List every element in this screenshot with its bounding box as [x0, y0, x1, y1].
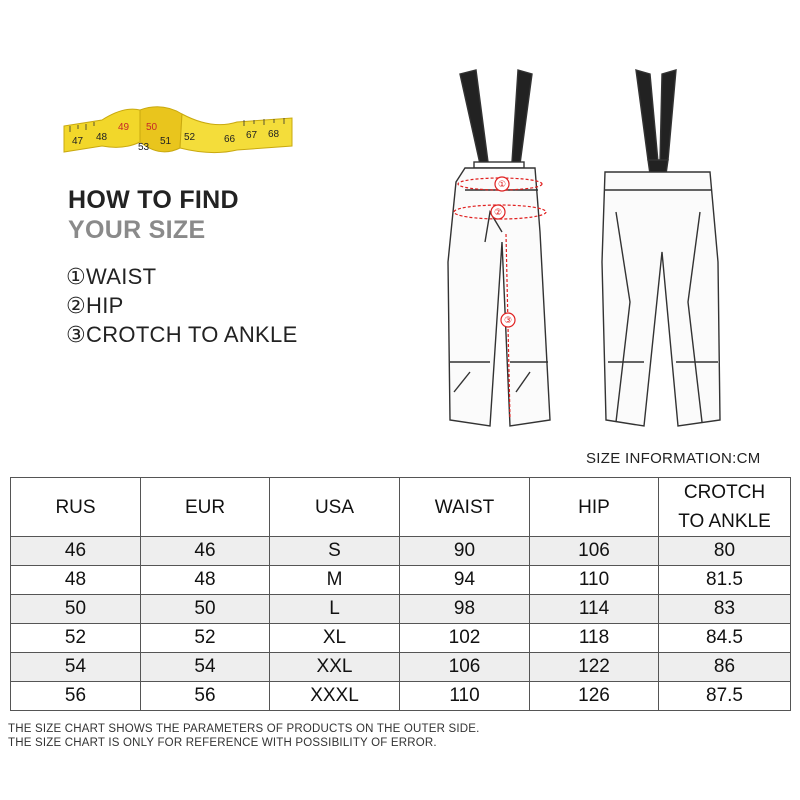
table-row [11, 624, 791, 653]
cell-hip: 118 [530, 624, 659, 653]
tape-number: 50 [146, 122, 158, 133]
pants-diagram [430, 62, 790, 442]
tape-number: 52 [184, 132, 196, 143]
marker-1: ① [66, 264, 87, 289]
cell-rus: 54 [11, 653, 141, 682]
cell-usa: XXL [270, 653, 400, 682]
table-row [11, 682, 791, 711]
cell-crotch-to-ankle: 83 [659, 595, 791, 624]
cell-hip: 126 [530, 682, 659, 711]
cell-eur: 48 [141, 566, 270, 595]
cell-eur: 56 [141, 682, 270, 711]
cell-rus: 46 [11, 537, 141, 566]
note-line: THE SIZE CHART IS ONLY FOR REFERENCE WITH POSSIBILITY OF ERROR. [8, 737, 437, 749]
diagram-marker-2: ② [493, 208, 503, 218]
table-row [11, 653, 791, 682]
measurement-item-waist [66, 262, 298, 291]
tape-number: 48 [96, 132, 108, 143]
tape-number: 53 [138, 142, 150, 153]
cell-usa: XL [270, 624, 400, 653]
note-line: THE SIZE CHART SHOWS THE PARAMETERS OF PRODUCTS ON THE OUTER SIDE. [8, 723, 480, 735]
cell-eur: 52 [141, 624, 270, 653]
cell-waist: 98 [400, 595, 530, 624]
cell-waist: 94 [400, 566, 530, 595]
cell-eur: 54 [141, 653, 270, 682]
measurement-label: CROTCH TO ANKLE [86, 322, 298, 347]
tape-number: 49 [118, 122, 130, 133]
cell-crotch-to-ankle: 81.5 [659, 566, 791, 595]
header-usa: USA [270, 478, 400, 537]
cell-waist: 106 [400, 653, 530, 682]
cell-rus: 48 [11, 566, 141, 595]
measurement-label: WAIST [86, 264, 157, 289]
cell-crotch-to-ankle: 84.5 [659, 624, 791, 653]
header-rus: RUS [11, 478, 141, 537]
cell-hip: 110 [530, 566, 659, 595]
guide-title: HOW TO FIND [68, 186, 239, 214]
cell-eur: 46 [141, 537, 270, 566]
tape-number: 51 [160, 136, 172, 147]
marker-3: ③ [66, 322, 87, 347]
cell-hip: 122 [530, 653, 659, 682]
cell-usa: M [270, 566, 400, 595]
table-row [11, 566, 791, 595]
cell-usa: S [270, 537, 400, 566]
marker-2: ② [66, 293, 87, 318]
diagram-marker-1: ① [497, 180, 507, 190]
cell-waist: 110 [400, 682, 530, 711]
table-row [11, 537, 791, 566]
disclaimer-notes [8, 722, 480, 750]
measurement-item-crotch-to-ankle [66, 320, 298, 349]
cell-eur: 50 [141, 595, 270, 624]
header-hip: HIP [530, 478, 659, 537]
cell-hip: 114 [530, 595, 659, 624]
cell-crotch-to-ankle: 87.5 [659, 682, 791, 711]
measuring-tape-icon [62, 100, 294, 170]
cell-usa: XXXL [270, 682, 400, 711]
cell-usa: L [270, 595, 400, 624]
table-header-row [11, 478, 791, 537]
measurement-item-hip [66, 291, 298, 320]
guide-subtitle: YOUR SIZE [68, 216, 206, 244]
cell-hip: 106 [530, 537, 659, 566]
header-crotch-to-ankle: CROTCH TO ANKLE [659, 478, 791, 537]
cell-rus: 56 [11, 682, 141, 711]
cell-waist: 102 [400, 624, 530, 653]
cell-rus: 50 [11, 595, 141, 624]
measurement-list [66, 262, 298, 349]
back-view [602, 70, 720, 426]
cell-crotch-to-ankle: 86 [659, 653, 791, 682]
diagram-marker-3: ③ [503, 316, 513, 326]
cell-rus: 52 [11, 624, 141, 653]
tape-number: 67 [246, 130, 258, 141]
tape-number: 66 [224, 134, 236, 145]
size-table [10, 477, 791, 711]
cell-crotch-to-ankle: 80 [659, 537, 791, 566]
front-view [448, 70, 550, 426]
size-info-label: SIZE INFORMATION:CM [586, 450, 761, 467]
cell-waist: 90 [400, 537, 530, 566]
header-eur: EUR [141, 478, 270, 537]
tape-number: 47 [72, 136, 84, 147]
header-waist: WAIST [400, 478, 530, 537]
table-row [11, 595, 791, 624]
tape-number: 68 [268, 129, 280, 140]
measurement-label: HIP [86, 293, 124, 318]
